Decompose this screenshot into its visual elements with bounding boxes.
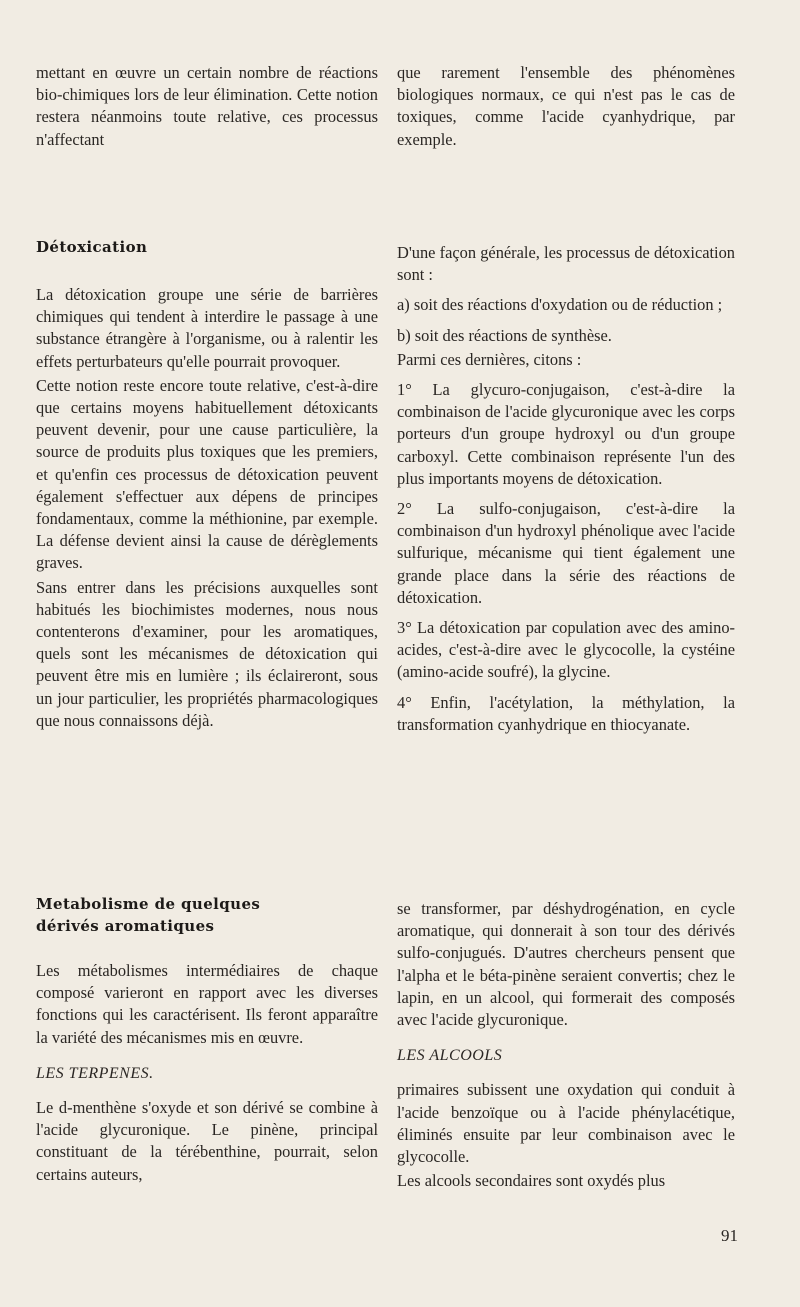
- paragraph: Parmi ces dernières, citons :: [397, 349, 582, 369]
- paragraph: se transformer, par déshydrogénation, en cycle aromatique, qui donnerait à son tour des dérivés sulfo-conjugués. D'autres chercheurs pensent que l'alpha et le béta-pinène seraient convertis; chez le lapin, en un alcool, qui formerait des composés avec l'acide glycuronique.: [397, 899, 735, 1030]
- heading-line: Metabolisme de quelques: [36, 895, 261, 913]
- section-heading-detoxication: Détoxication: [36, 238, 148, 256]
- paragraph: Sans entrer dans les précisions auxquelles sont habitués les biochimistes modernes, nous nous contenterons d'examiner, pour les aromatiques, quels sont les mécanismes de détoxication qui peuvent être mis en lumière ; ils éclaireront, sous un jour particulier, les propriétés pharmacologiques que nous connaissons déjà.: [36, 577, 378, 730]
- paragraph: Cette notion reste encore toute relative, c'est-à-dire que certains moyens habituellement détoxicants peuvent devenir, pour une cause particulière, la source de produits plus toxiques que les premiers, et qu'enfin ces processus de détoxication peuvent également s'effectuer aux dépens de principes fondamentaux, comme la méthionine, par exemple. La défense devient ainsi la cause de dérèglements graves.: [36, 375, 378, 573]
- list-item: 2° La sulfo-conjugaison, c'est-à-dire la combinaison d'un hydroxyl phénolique avec l'acide sulfurique, mécanisme qui tient également une grande place dans la série des réactions de détoxication.: [397, 499, 735, 607]
- paragraph: La détoxication groupe une série de barrières chimiques qui tendent à interdire le passage à une substance étrangère à l'organisme, ou à ralentir les effets perturbateurs qu'elle pourrait provoquer.: [36, 285, 378, 371]
- list-item: 3° La détoxication par copulation avec des amino-acides, c'est-à-dire avec le glycocolle, la cystéine (amino-acide soufré), la glycine.: [397, 618, 735, 682]
- paragraph: Le d-menthène s'oxyde et son dérivé se combine à l'acide glycuronique. Le pinène, principal constituant de la térébenthine, pourrait, selon certains auteurs,: [36, 1098, 378, 1184]
- paragraph: primaires subissent une oxydation qui conduit à l'acide benzoïque ou à l'acide phénylacétique, éliminés ensuite par leur combinaison avec le glycocolle.: [397, 1080, 735, 1167]
- paragraph: mettant en œuvre un certain nombre de réactions bio-chimiques lors de leur élimination. Cette notion restera néanmoins toute relative, ces processus n'affectant: [36, 63, 378, 149]
- list-item: 1° La glycuro-conjugaison, c'est-à-dire la combinaison de l'acide glycuronique avec les corps porteurs d'un groupe hydroxyl ou d'un groupe carboxyl. Cette combinaison représente l'un des plus importants moyens de détoxication.: [397, 380, 735, 488]
- subheading-terpenes: LES TERPENES.: [36, 1064, 154, 1082]
- paragraph: Les métabolismes intermédiaires de chaque composé varieront en rapport avec les diverses fonctions qui les caractérisent. Ils feront apparaître la variété des mécanismes mis en œuvre.: [36, 961, 378, 1047]
- heading-line: dérivés aromatiques: [36, 917, 215, 935]
- paragraph: que rarement l'ensemble des phénomènes biologiques normaux, ce qui n'est pas le cas de toxiques, comme l'acide cyanhydrique, par exemple.: [397, 63, 735, 149]
- detoxication-left-column: [36, 284, 378, 740]
- paragraph: Les alcools secondaires sont oxydés plus: [397, 1171, 666, 1191]
- paragraph: D'une façon générale, les processus de détoxication sont :: [397, 243, 735, 285]
- metabolisme-right-column: [397, 898, 735, 1200]
- subheading-alcools: LES ALCOOLS: [397, 1047, 503, 1065]
- top-right-column: [397, 62, 735, 159]
- paragraph: a) soit des réactions d'oxydation ou de réduction ;: [397, 295, 723, 315]
- page-number: 91: [721, 1226, 738, 1245]
- paragraph: b) soit des réactions de synthèse.: [397, 325, 612, 345]
- metabolisme-left-column: [36, 960, 378, 1194]
- top-left-column: [36, 62, 378, 159]
- section-heading-metabolisme: [36, 893, 260, 937]
- detoxication-right-column: [397, 242, 735, 744]
- list-item: 4° Enfin, l'acétylation, la méthylation, la transformation cyanhydrique en thiocyanate.: [397, 692, 735, 734]
